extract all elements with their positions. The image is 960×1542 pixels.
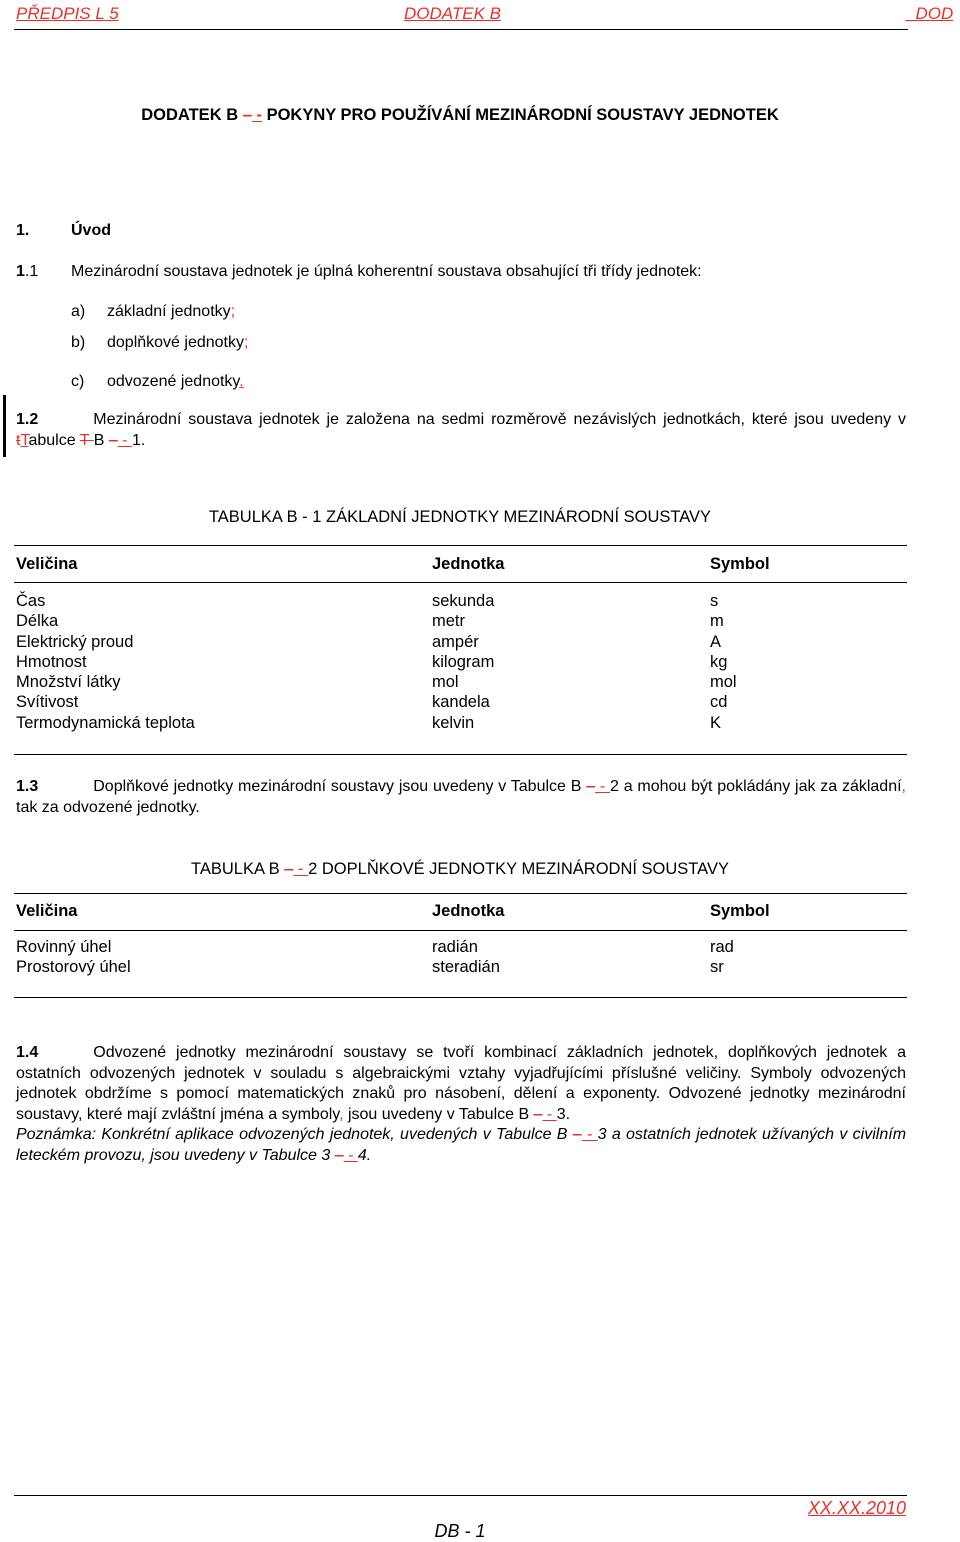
table-cell: s [710,592,719,610]
table-cell: sr [710,958,724,977]
table-header-symbol: Symbol [710,902,770,920]
table-cell: mol [432,673,459,692]
header-rule [14,29,908,30]
footer-rule [14,1495,907,1496]
change-bar [3,395,6,457]
paragraph-1-2: 1.2 Mezinárodní soustava jednotek je založena na sedmi rozměrově nezávislých jednotkách, které jsou uvedeny v tTabulce T B – - 1. [16,411,906,449]
table-1-units [432,591,494,733]
table-header-quantity: Veličina [16,902,78,920]
page-number: DB - 1 [434,1521,486,1541]
table-header-symbol: Symbol [710,555,770,573]
section-title: Úvod [71,222,111,239]
table-cell: K [710,713,722,732]
table-cell: metr [432,612,465,631]
list-item: a) základní jednotky; [71,303,236,320]
table-cell: Elektrický proud [16,632,134,651]
list-item: c) odvozené jednotky. [71,373,244,390]
header-appendix: DODATEK B [404,4,501,23]
table-cell: Prostorový úhel [16,958,131,977]
table-header-unit: Jednotka [432,902,505,920]
table-2-symbols [710,937,734,978]
table-cell: m [710,612,724,631]
paragraph-1-1-text: Mezinárodní soustava jednotek je úplná koherentní soustava obsahující tři třídy jednotek: [71,263,702,280]
header-right-fragment: _DOD [906,4,954,23]
table-cell: kilogram [432,652,495,671]
table-cell: sekunda [432,592,495,610]
footer-date: XX.XX.2010 [807,1498,906,1518]
table-rule [14,582,907,583]
table-cell: Množství látky [16,673,121,692]
table-cell: rad [710,938,734,956]
table-rule [14,893,907,894]
table-cell: Délka [16,612,59,631]
table-cell: Svítivost [16,693,79,712]
table-cell: A [710,632,722,651]
header-regulation: PŘEDPIS L 5 [16,4,119,23]
table-cell: kandela [432,693,490,712]
paragraph-1-3: 1.3 Doplňkové jednotky mezinárodní soustavy jsou uvedeny v Tabulce B – - 2 a mohou být pokládány jak za základní, tak za odvozené jednotky. [16,778,906,816]
table-cell: Čas [16,592,46,610]
table-rule [14,545,907,546]
table-cell: cd [710,693,728,712]
list-item: b) doplňkové jednotky; [71,334,249,351]
table-rule [14,997,907,998]
note: Poznámka: Konkrétní aplikace odvozených jednotek, uvedených v Tabulce B – - 3 a ostatních jednotek užívaných v civilním leteckém provozu, jsou uvedeny v Tabulce 3 – - 4. [16,1126,907,1164]
table-cell: Termodynamická teplota [16,713,195,732]
table-2-caption: TABULKA B – - 2 DOPLŇKOVÉ JEDNOTKY MEZINÁRODNÍ SOUSTAVY [191,860,729,878]
table-cell: kelvin [432,713,475,732]
table-cell: radián [432,938,478,956]
table-cell: ampér [432,632,479,651]
table-2-quantities [16,937,131,978]
paragraph-1-1: 1.1 [16,263,39,280]
table-2-units [432,937,500,978]
table-cell: Hmotnost [16,652,87,671]
table-cell: steradián [432,958,500,977]
table-1-caption: TABULKA B - 1 ZÁKLADNÍ JEDNOTKY MEZINÁRODNÍ SOUSTAVY [208,508,712,526]
table-cell: kg [710,652,728,671]
table-cell: Rovinný úhel [16,938,112,956]
section-number: 1. [16,222,30,239]
page-header [14,4,960,30]
table-rule [14,930,907,931]
table-1-symbols [710,591,737,733]
table-rule [14,754,907,755]
table-cell: mol [710,673,737,692]
paragraph-1-4: 1.4 Odvozené jednotky mezinárodní soustavy se tvoří kombinací základních jednotek, doplňkových jednotek a ostatních odvozených jednotek v souladu s algebraickými vztahy vyjadřujícími příslušné veličiny. Symboly odvozených jednotek obdržíme s pomocí matematických znaků pro násobení, dělení a exponenty. Odvozené jednotky mezinárodní soustavy, které mají zvláštní jména a symboly, jsou uvedeny v Tabulce B – - 3. Poznámka: Konkrétní aplikace odvozených jednotek, uvedených v Tabulce B – - 3 a ostatních jednotek užívaných v civilním leteckém provozu, jsou uvedeny v Tabulce 3 – - 4. [16,1044,907,1164]
table-header-quantity: Veličina [16,555,78,573]
table-1-quantities [16,591,195,733]
page-title: DODATEK B – - POKYNY PRO POUŽÍVÁNÍ MEZINÁRODNÍ SOUSTAVY JEDNOTEK [141,106,779,124]
table-header-unit: Jednotka [432,555,505,573]
